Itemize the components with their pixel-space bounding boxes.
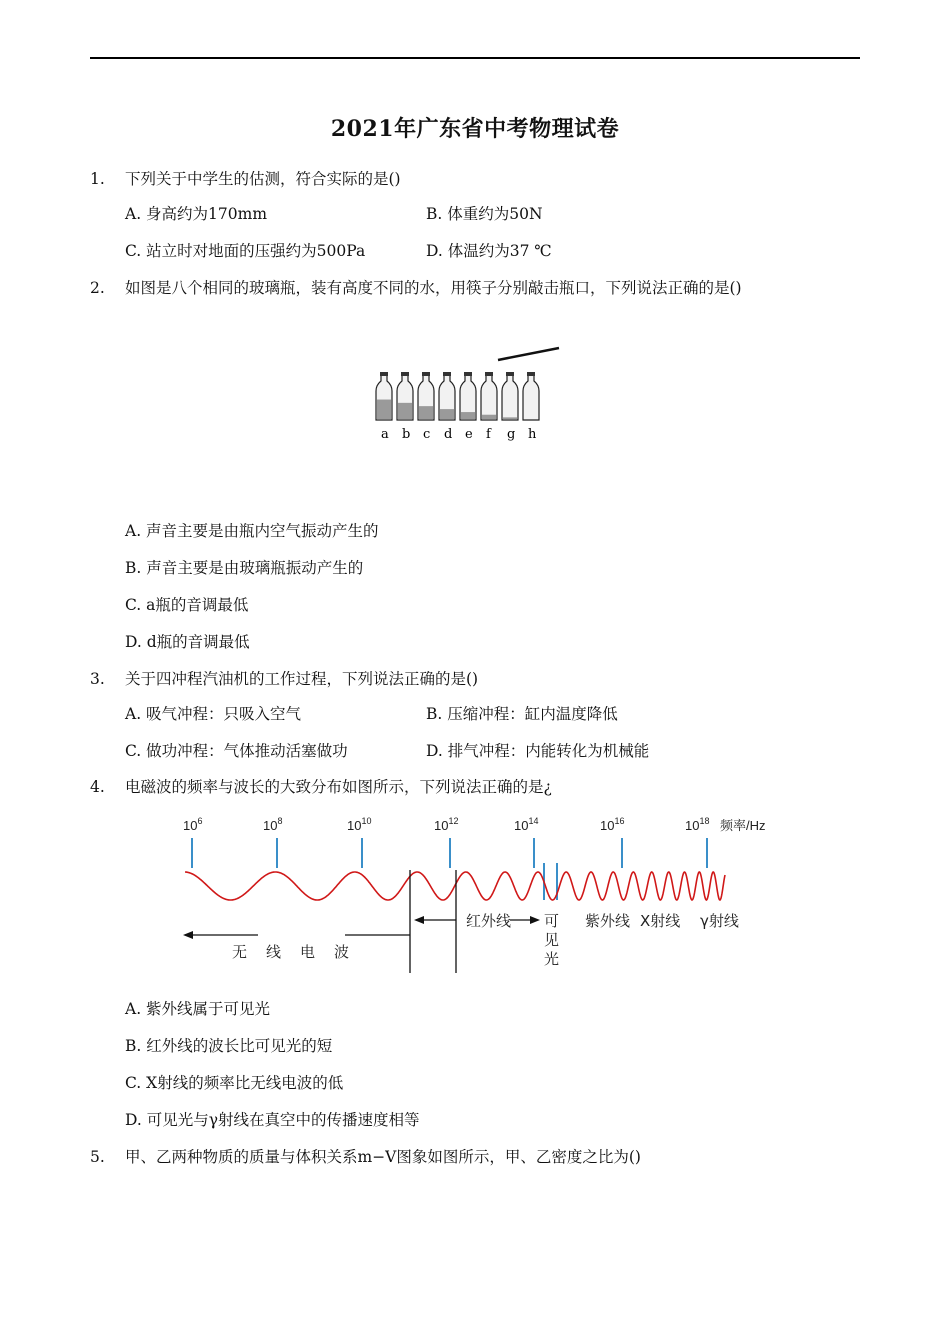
visible-label-1: 可 <box>544 912 560 930</box>
xray-label: X射线 <box>640 912 681 930</box>
question-stem: 关于四冲程汽油机的工作过程，下列说法正确的是() <box>125 670 479 688</box>
bottle-rim-f <box>485 372 493 376</box>
bottle-label-e: e <box>465 427 473 442</box>
bottle-label-f: f <box>486 427 491 442</box>
freq-label-1e16: $10^{16}$ <box>600 816 625 833</box>
option-c: C. 站立时对地面的压强约为500Pa <box>125 242 366 260</box>
question-stem: 下列关于中学生的估测，符合实际的是() <box>125 170 401 188</box>
bottle-rim-d <box>443 372 451 376</box>
visible-label-2: 见 <box>544 931 560 949</box>
water-c <box>419 406 433 419</box>
water-a <box>377 400 391 419</box>
freq-label-1e14: $10^{14}$ <box>514 816 539 833</box>
gamma-label: γ射线 <box>700 912 739 930</box>
freq-label-1e6: $10^6$ <box>183 816 203 833</box>
question-stem: 如图是八个相同的玻璃瓶，装有高度不同的水，用筷子分别敲击瓶口，下列说法正确的是() <box>125 279 742 297</box>
option-c: C. a瓶的音调最低 <box>125 596 249 614</box>
bottle-g <box>502 375 518 420</box>
option-d: D. 体温约为37 ℃ <box>426 242 552 260</box>
freq-label-1e18: $10^{18}$ <box>685 816 710 833</box>
arrow-left-icon <box>183 931 193 939</box>
header-rule <box>90 57 860 59</box>
uv-label: 紫外线 <box>585 912 631 930</box>
question-number: 2. <box>90 279 105 297</box>
question-stem: 甲、乙两种物质的质量与体积关系m−V图象如图所示，甲、乙密度之比为() <box>125 1148 641 1166</box>
option-a: A. 声音主要是由瓶内空气振动产生的 <box>125 522 379 540</box>
bottle-label-h: h <box>528 427 537 442</box>
question-number: 3. <box>90 670 105 688</box>
option-c: C. 做功冲程：气体推动活塞做功 <box>125 742 348 760</box>
question-stem: 电磁波的频率与波长的大致分布如图所示，下列说法正确的是¿ <box>125 778 552 796</box>
option-b: B. 压缩冲程：缸内温度降低 <box>426 705 618 723</box>
freq-label-1e8: $10^8$ <box>263 816 283 833</box>
option-d: D. 可见光与γ射线在真空中的传播速度相等 <box>125 1111 420 1129</box>
bottle-rim-g <box>506 372 514 376</box>
bottle-label-c: c <box>423 427 431 442</box>
bottle-rim-c <box>422 372 430 376</box>
bottle-label-a: a <box>381 427 389 442</box>
bottle-f <box>481 375 497 420</box>
option-a: A. 紫外线属于可见光 <box>125 1000 271 1018</box>
bottle-rim-h <box>527 372 535 376</box>
visible-label-3: 光 <box>544 950 560 968</box>
bottle-h <box>523 375 539 420</box>
arrow-left-icon <box>414 916 424 924</box>
question-number: 5. <box>90 1148 105 1166</box>
water-g <box>503 417 517 419</box>
page-title: 2021年广东省中考物理试卷 <box>330 116 620 142</box>
bottle-rim-e <box>464 372 472 376</box>
arrow-right-icon <box>530 916 540 924</box>
radio-wave-label: 无 线 电 波 <box>232 943 352 961</box>
water-e <box>461 412 475 419</box>
option-d: D. 排气冲程：内能转化为机械能 <box>426 742 650 760</box>
option-c: C. X射线的频率比无线电波的低 <box>125 1074 344 1092</box>
freq-label-1e10: $10^{10}$ <box>347 816 372 833</box>
option-a: A. 吸气冲程：只吸入空气 <box>125 705 302 723</box>
option-b: B. 红外线的波长比可见光的短 <box>125 1037 333 1055</box>
option-d: D. d瓶的音调最低 <box>125 633 250 651</box>
freq-label-1e12: $10^{12}$ <box>434 816 459 833</box>
bottle-label-b: b <box>402 427 411 442</box>
infrared-label: 红外线 <box>466 912 512 930</box>
option-a: A. 身高约为170mm <box>125 205 268 223</box>
freq-unit-label: 频率/Hz <box>720 818 766 833</box>
em-spectrum-figure <box>180 808 780 978</box>
water-f <box>482 415 496 419</box>
option-b: B. 声音主要是由玻璃瓶振动产生的 <box>125 559 364 577</box>
option-b: B. 体重约为50N <box>426 205 543 223</box>
question-number: 4. <box>90 778 105 796</box>
bottle-rim-b <box>401 372 409 376</box>
bottle-label-g: g <box>507 427 516 442</box>
bottle-rim-a <box>380 372 388 376</box>
bottle-label-d: d <box>444 427 453 442</box>
bottles-figure <box>366 345 566 445</box>
em-wave <box>185 872 725 900</box>
chopstick <box>498 348 559 360</box>
water-b <box>398 403 412 419</box>
question-number: 1. <box>90 170 105 188</box>
water-d <box>440 409 454 419</box>
